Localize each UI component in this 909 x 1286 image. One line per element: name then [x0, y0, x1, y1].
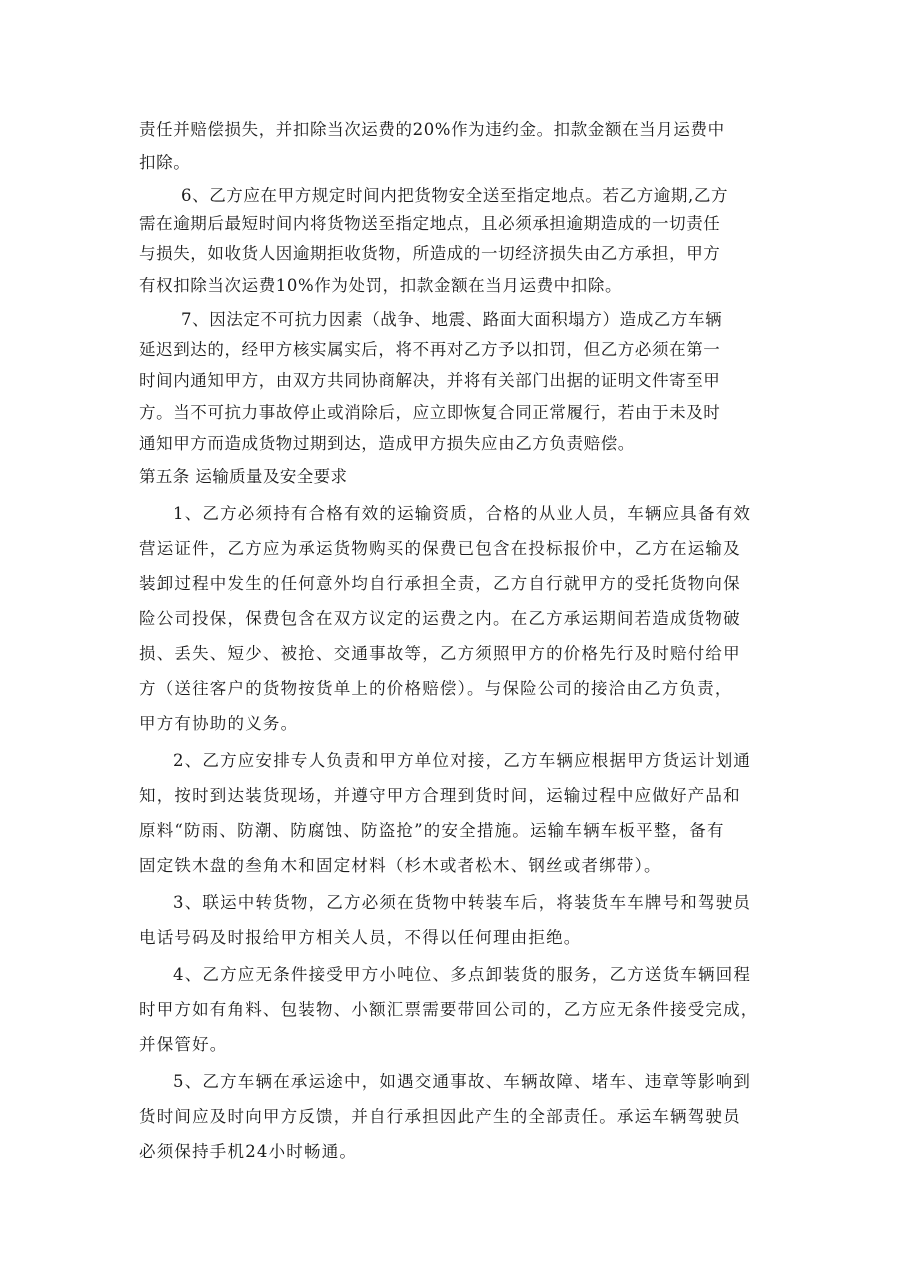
- text-line: 有权扣除当次运费10%作为处罚，扣款金额在当月运费中扣除。: [139, 276, 623, 295]
- text-line: 险公司投保，保费包含在双方议定的运费之内。在乙方承运期间若造成货物破: [139, 609, 741, 628]
- text-line: 损、丢失、短少、被抢、交通事故等，乙方须照甲方的价格先行及时赔付给甲: [139, 644, 741, 663]
- text-line: 时间内通知甲方，由双方共同协商解决，并将有关部门出据的证明文件寄至甲: [139, 371, 721, 390]
- text-line: 方（送往客户的货物按货单上的价格赔偿）。与保险公司的接洽由乙方负责，: [139, 679, 733, 698]
- text-line: 时甲方如有角料、包装物、小额汇票需要带回公司的，乙方应无条件接受完成，: [139, 1000, 759, 1019]
- text-line: 扣除。: [139, 153, 191, 172]
- text-line: 必须保持手机24小时畅通。: [139, 1142, 358, 1161]
- text-line: 延迟到达的，经甲方核实属实后，将不再对乙方予以扣罚，但乙方必须在第一: [139, 340, 721, 359]
- text-line: 营运证件，乙方应为承运货物购买的保费已包含在投标报价中，乙方在运输及: [139, 539, 741, 558]
- text-line: 责任并赔偿损失，并扣除当次运费的20%作为违约金。扣款金额在当月运费中: [139, 120, 725, 139]
- text-line: 方。当不可抗力事故停止或消除后，应立即恢复合同正常履行，若由于未及时: [139, 403, 721, 422]
- text-line: 知，按时到达装货现场，并遵守甲方合理到货时间，运输过程中应做好产品和: [139, 786, 741, 805]
- text-line: 3、联运中转货物，乙方必须在货物中转装车后，将装货车车牌号和驾驶员: [173, 893, 752, 912]
- text-line: 需在逾期后最短时间内将货物送至指定地点，且必须承担逾期造成的一切责任: [139, 214, 721, 233]
- text-line: 4、乙方应无条件接受甲方小吨位、多点卸装货的服务，乙方送货车辆回程: [173, 965, 752, 984]
- text-line: 装卸过程中发生的任何意外均自行承担全责，乙方自行就甲方的受托货物向保: [139, 574, 741, 593]
- text-line: 7、因法定不可抗力因素（战争、地震、路面大面积塌方）造成乙方车辆: [181, 310, 723, 329]
- text-line: 甲方有协助的义务。: [139, 714, 299, 733]
- section-heading: 第五条 运输质量及安全要求: [139, 467, 348, 486]
- text-line: 电话号码及时报给甲方相关人员，不得以任何理由拒绝。: [139, 928, 582, 947]
- text-line: 2、乙方应安排专人负责和甲方单位对接，乙方车辆应根据甲方货运计划通: [173, 751, 752, 770]
- text-line: 并保管好。: [139, 1035, 228, 1054]
- text-line: 1、乙方必须持有合格有效的运输资质，合格的从业人员，车辆应具备有效: [173, 504, 752, 523]
- text-line: 原料“防雨、防潮、防腐蚀、防盗抢”的安全措施。运输车辆车板平整，备有: [139, 821, 725, 840]
- text-line: 固定铁木盘的叁角木和固定材料（杉木或者松木、钢丝或者绑带）。: [139, 856, 662, 875]
- text-line: 6、乙方应在甲方规定时间内把货物安全送至指定地点。若乙方逾期,乙方: [181, 186, 729, 205]
- text-line: 与损失，如收货人因逾期拒收货物，所造成的一切经济损失由乙方承担，甲方: [139, 244, 721, 263]
- text-line: 5、乙方车辆在承运途中，如遇交通事故、车辆故障、堵车、违章等影响到: [173, 1072, 752, 1091]
- text-line: 货时间应及时向甲方反馈，并自行承担因此产生的全部责任。承运车辆驾驶员: [139, 1107, 741, 1126]
- text-line: 通知甲方而造成货物过期到达，造成甲方损失应由乙方负责赔偿。: [139, 434, 635, 453]
